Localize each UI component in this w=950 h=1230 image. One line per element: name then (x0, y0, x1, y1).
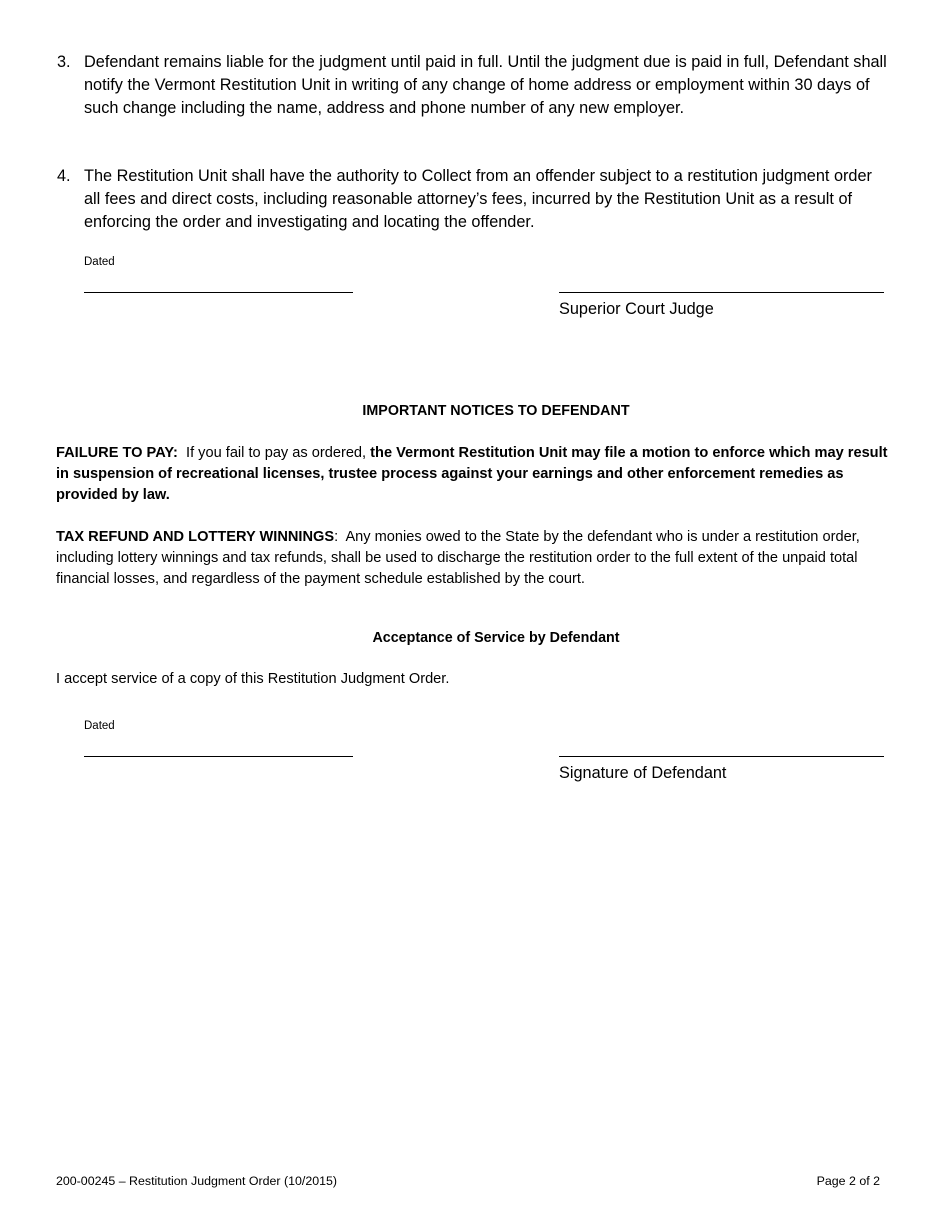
failure-to-pay-notice (56, 443, 901, 506)
page-number: Page 2 of 2 (816, 1174, 880, 1188)
defendant-signature-caption: Signature of Defendant (559, 764, 727, 782)
defendant-date-line[interactable] (84, 756, 353, 757)
judge-date-line[interactable] (84, 292, 353, 293)
tax-refund-text: Any monies owed to the State by the defendant who is under a restitution order, including lottery winnings and tax refunds, shall be used to discharge the restitution order to the full extent of the unpaid total financial losses, and regardless of the payment schedule established by the court. (56, 529, 860, 587)
judge-signature-caption: Superior Court Judge (559, 300, 714, 318)
failure-to-pay-label: FAILURE TO PAY: (56, 445, 178, 461)
failure-to-pay-consequence: the Vermont Restitution Unit may file a motion to enforce which may result in suspension of recreational licenses, trustee process against your earnings and other enforcement remedies as provided by law. (56, 445, 888, 503)
clause-text: The Restitution Unit shall have the authority to Collect from an offender subject to a restitution judgment order all fees and direct costs, including reasonable attorney’s fees, incurred by the Restitution Unit as a result of enforcing the order and investigating and locating the offender. (84, 167, 872, 231)
defendant-dated-label: Dated (84, 720, 115, 732)
judge-signature-line[interactable] (559, 292, 884, 293)
clause-4 (57, 165, 892, 234)
clause-text: Defendant remains liable for the judgment until paid in full. Until the judgment due is paid in full, Defendant shall notify the Vermont Restitution Unit in writing of any change of home address or employment within 30 days of such change including the name, address and phone number of any new employer. (84, 53, 887, 117)
failure-to-pay-intro: If you fail to pay as ordered, (186, 445, 367, 461)
acceptance-heading: Acceptance of Service by Defendant (372, 630, 620, 646)
clause-number: 4. (57, 167, 71, 185)
clause-3 (57, 51, 892, 120)
acceptance-statement: I accept service of a copy of this Restitution Judgment Order. (56, 671, 450, 687)
notices-heading: IMPORTANT NOTICES TO DEFENDANT (362, 403, 630, 419)
defendant-signature-line[interactable] (559, 756, 884, 757)
tax-refund-label: TAX REFUND AND LOTTERY WINNINGS (56, 529, 335, 545)
clause-number: 3. (57, 53, 71, 71)
tax-refund-notice: TAX REFUND AND LOTTERY WINNINGS: Any monies owed to the State by the defendant who is under a restitution order, including lottery winnings and tax refunds, shall be used to discharge the restitution order to the full extent of the unpaid total financial losses, and regardless of the payment schedule established by the court. (56, 529, 860, 587)
form-id: 200-00245 – Restitution Judgment Order (10/2015) (56, 1174, 338, 1188)
judge-dated-label: Dated (84, 256, 115, 268)
